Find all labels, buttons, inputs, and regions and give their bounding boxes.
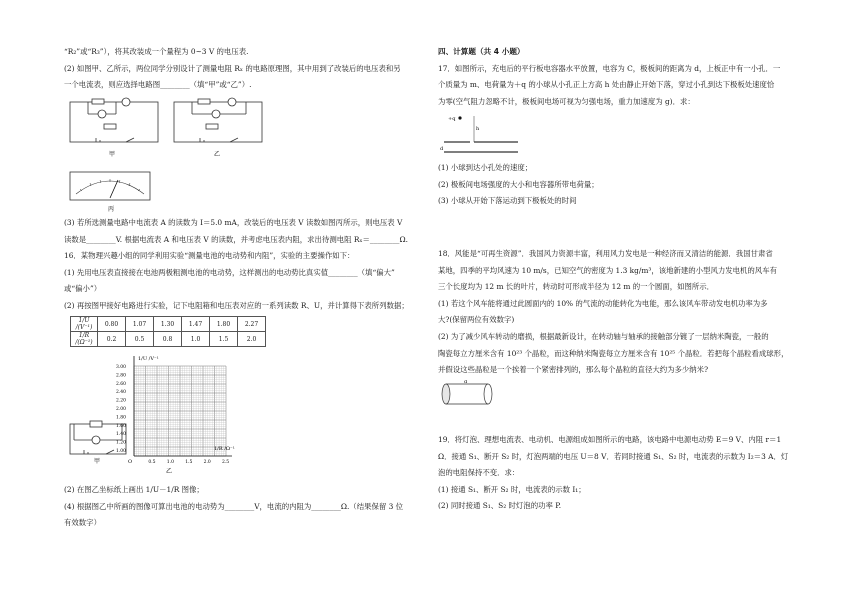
q19-part1: (1) 接通 S₁、断开 S₂ 时，电流表的示数 I₁；	[438, 484, 586, 494]
q15-part3-line2: 读数是________V. 根据电流表 A 和电压表 V 的读数，并考虑电压表内阻，求出待测电阻 Rₓ＝________Ω.	[64, 234, 408, 244]
y-tick-label: 2.80	[116, 373, 127, 379]
q18-fig-d: d	[464, 380, 468, 385]
x-tick-label: 0.5	[148, 460, 156, 465]
y-axis-label: 1/U /V⁻¹	[138, 356, 159, 362]
q18-part1-line2: 大?(保留两位有效数字)	[438, 315, 515, 325]
q16-intro: 16．某物理兴趣小组的同学利用实验“测量电池的电动势和内阻”，实验的主要操作如下：	[64, 251, 355, 261]
q19-line3: 泡的电阻保持不变．求：	[438, 468, 520, 478]
q15-part2-line1: (2) 如图甲、乙所示，两位同学分别设计了测量电阻 Rₓ 的电路原理图，其中用到了改装后的电压表和另	[64, 63, 401, 73]
voltmeter-dial-figure	[66, 170, 156, 214]
section-title: 四、计算题（共 4 小题）	[438, 47, 525, 56]
q18-line3: 三个长度均为 12 m 长的叶片，转动时可形成半径为 12 m 的一个圆面，如图所示．	[438, 282, 715, 292]
origin-label: O	[128, 459, 133, 465]
q15-part2-line2: 一个电流表，则应选择电路图________（填“甲”或“乙”）.	[64, 80, 252, 90]
q18-part2-line1: (2) 为了减少风车转动的磨损，根据最新设计，在转动轴与轴承的接触部分镀了一层纳米陶瓷，一般的	[438, 331, 769, 341]
q16-part2: (2) 再按图甲接好电路进行实验，记下电阻箱和电压表对应的一系列读数 R、U，并计算得下表所列数据；	[64, 300, 409, 310]
left-column	[64, 44, 420, 94]
right-column	[438, 44, 804, 110]
q16-part4-line1: (4) 根据图乙中所画的图像可算出电池的电动势为________V，电流的内阻为________Ω.（结果保留 3 位	[64, 501, 404, 511]
q17-fig-charge: +q	[448, 116, 456, 122]
y-tick-label: 2.40	[116, 390, 127, 396]
x-tick-label: 1.0	[166, 460, 174, 465]
q17-fig-d: d	[440, 146, 444, 152]
fig-bing-label: 丙	[108, 206, 115, 213]
graph-y-ticks	[116, 364, 126, 454]
fig-yi-label: 乙	[214, 151, 221, 158]
capacitor-plates	[444, 142, 518, 152]
x-tick-label: 1.5	[185, 460, 193, 465]
table-row-head-1-over-u: 1/U /(V⁻¹)	[71, 317, 98, 332]
y-tick-label: 2.20	[116, 398, 127, 404]
y-tick-label: 2.60	[116, 381, 127, 387]
table-cell: 1.47	[182, 317, 210, 332]
graph-paper-chart	[106, 352, 240, 476]
x-axis-label: 1/R /Ω⁻¹	[214, 446, 235, 452]
table-cell: 0.80	[98, 317, 126, 332]
y-tick-label: 2.00	[116, 407, 127, 412]
table-cell: 0.5	[126, 332, 154, 347]
q17-line3: 为零(空气阻力忽略不计，极板间电场可视为匀强电场，重力加速度为 g)．求：	[438, 96, 695, 106]
q19-line2: Ω．接通 S₁、断开 S₂ 时，灯泡两端的电压 U＝8 V．若同时接通 S₁、S₂ 时，电流表的示数为 I₂＝3 A．灯	[438, 451, 789, 461]
q16-part1-line2: 或“偏小”）	[64, 284, 102, 294]
circuit-jia-label: 甲	[94, 458, 101, 465]
q18-part2-line2: 陶瓷每立方厘米含有 10²³ 个晶粒，而这种纳米陶瓷每立方厘米含有 10²⁵ 个晶粒．若把每个晶粒看成球形，	[438, 348, 789, 358]
table-cell: 1.30	[154, 317, 182, 332]
x-tick-label: 2.0	[203, 460, 211, 465]
circuit-diagrams-jia-yi	[66, 96, 266, 160]
fig-jia-label: 甲	[109, 151, 116, 158]
q18-line1: 18．风能是“可再生资源”．我国风力资源丰富，利用风力发电是一种经济而又清洁的能源．我国甘肃省	[438, 249, 773, 258]
q16-part4-line2: 有效数字）	[64, 518, 101, 528]
data-table	[70, 316, 266, 347]
q16-part2-draw: (2) 在图乙坐标纸上画出 1/U－1/R 图像；	[64, 485, 204, 494]
q17-line2: 个质量为 m、电荷量为＋q 的小球从小孔正上方高 h 处由静止开始下落，穿过小孔到达下极板处速度恰	[438, 80, 775, 90]
q16-part1-line1: (1) 先用电压表直接接在电池两极粗测电池的电动势，这样测出的电动势比真实值________（填“偏大”	[64, 267, 395, 277]
q17-part3: (3) 小球从开始下落运动到下极板处的时间	[438, 196, 577, 206]
q17-part2: (2) 极板间电场强度的大小和电容器所带电荷量；	[438, 179, 599, 189]
q15-part3-line1: (3) 若所选测量电路中电流表 A 的读数为 I＝5.0 mA，改装后的电压表 V 读数如图丙所示，则电压表 V	[64, 218, 403, 227]
q19-line1: 19．将灯泡、理想电流表、电动机、电源组成如图所示的电路，该电路中电源电动势 E＝9 V、内阻 r＝1	[438, 435, 782, 444]
charged-ball-icon	[458, 116, 461, 119]
table-row	[71, 332, 266, 347]
right-column-q19	[438, 432, 804, 515]
table-cell: 1.07	[126, 317, 154, 332]
y-tick-label: 1.20	[116, 440, 127, 446]
q17-part1: (1) 小球到达小孔处的速度；	[438, 163, 533, 172]
y-tick-label: 1.60	[116, 423, 127, 429]
left-column-bottom	[64, 482, 420, 532]
table-cell: 0.2	[98, 332, 126, 347]
q18-part1-line1: (1) 若这个风车能将通过此圆面内的 10% 的气流的动能转化为电能，那么该风车带动发电机功率为多	[438, 298, 768, 308]
table-cell: 0.8	[154, 332, 182, 347]
capacitor-figure	[440, 112, 520, 158]
table-cell: 1.0	[182, 332, 210, 347]
y-tick-label: 3.00	[116, 365, 127, 370]
cylinder-figure	[440, 380, 500, 410]
y-tick-label: 1.80	[116, 415, 127, 421]
q15-text-1: “R₂”或“R₃”），将其改装成一个量程为 0~3 V 的电压表.	[64, 47, 249, 56]
right-column-q18	[438, 246, 804, 379]
right-column-q17	[438, 160, 804, 210]
table-cell: 2.27	[238, 317, 266, 332]
q17-line1: 17．如图所示，充电后的平行板电容器水平放置，电容为 C，极板间的距离为 d，上板正中有一小孔．一	[438, 63, 781, 73]
graph-x-ticks	[148, 459, 229, 465]
table-cell: 1.5	[210, 332, 238, 347]
table-cell: 1.80	[210, 317, 238, 332]
q18-line2: 某地，四季的平均风速为 10 m/s，已知空气的密度为 1.3 kg/m³，该地新建的小型风力发电机的风车有	[438, 265, 777, 275]
left-column-lower	[64, 215, 420, 315]
graph-fig-label: 乙	[166, 468, 173, 475]
y-tick-label: 1.40	[116, 432, 127, 438]
q18-part2-line3: 并假设这些晶粒是一个挨着一个紧密排列的，那么每个晶粒的直径大约为多少纳米?	[438, 365, 709, 375]
y-tick-label: 1.00	[116, 449, 127, 454]
graph-grid	[134, 366, 226, 456]
table-cell: 2.0	[238, 332, 266, 347]
q19-part2: (2) 同时接通 S₁、S₂ 时灯泡的功率 P.	[438, 501, 562, 511]
table-row-head-1-over-r: 1/R /(Ω⁻¹)	[71, 332, 98, 347]
table-row	[71, 317, 266, 332]
q17-fig-h: h	[476, 126, 480, 132]
x-tick-label: 2.5	[222, 460, 230, 465]
